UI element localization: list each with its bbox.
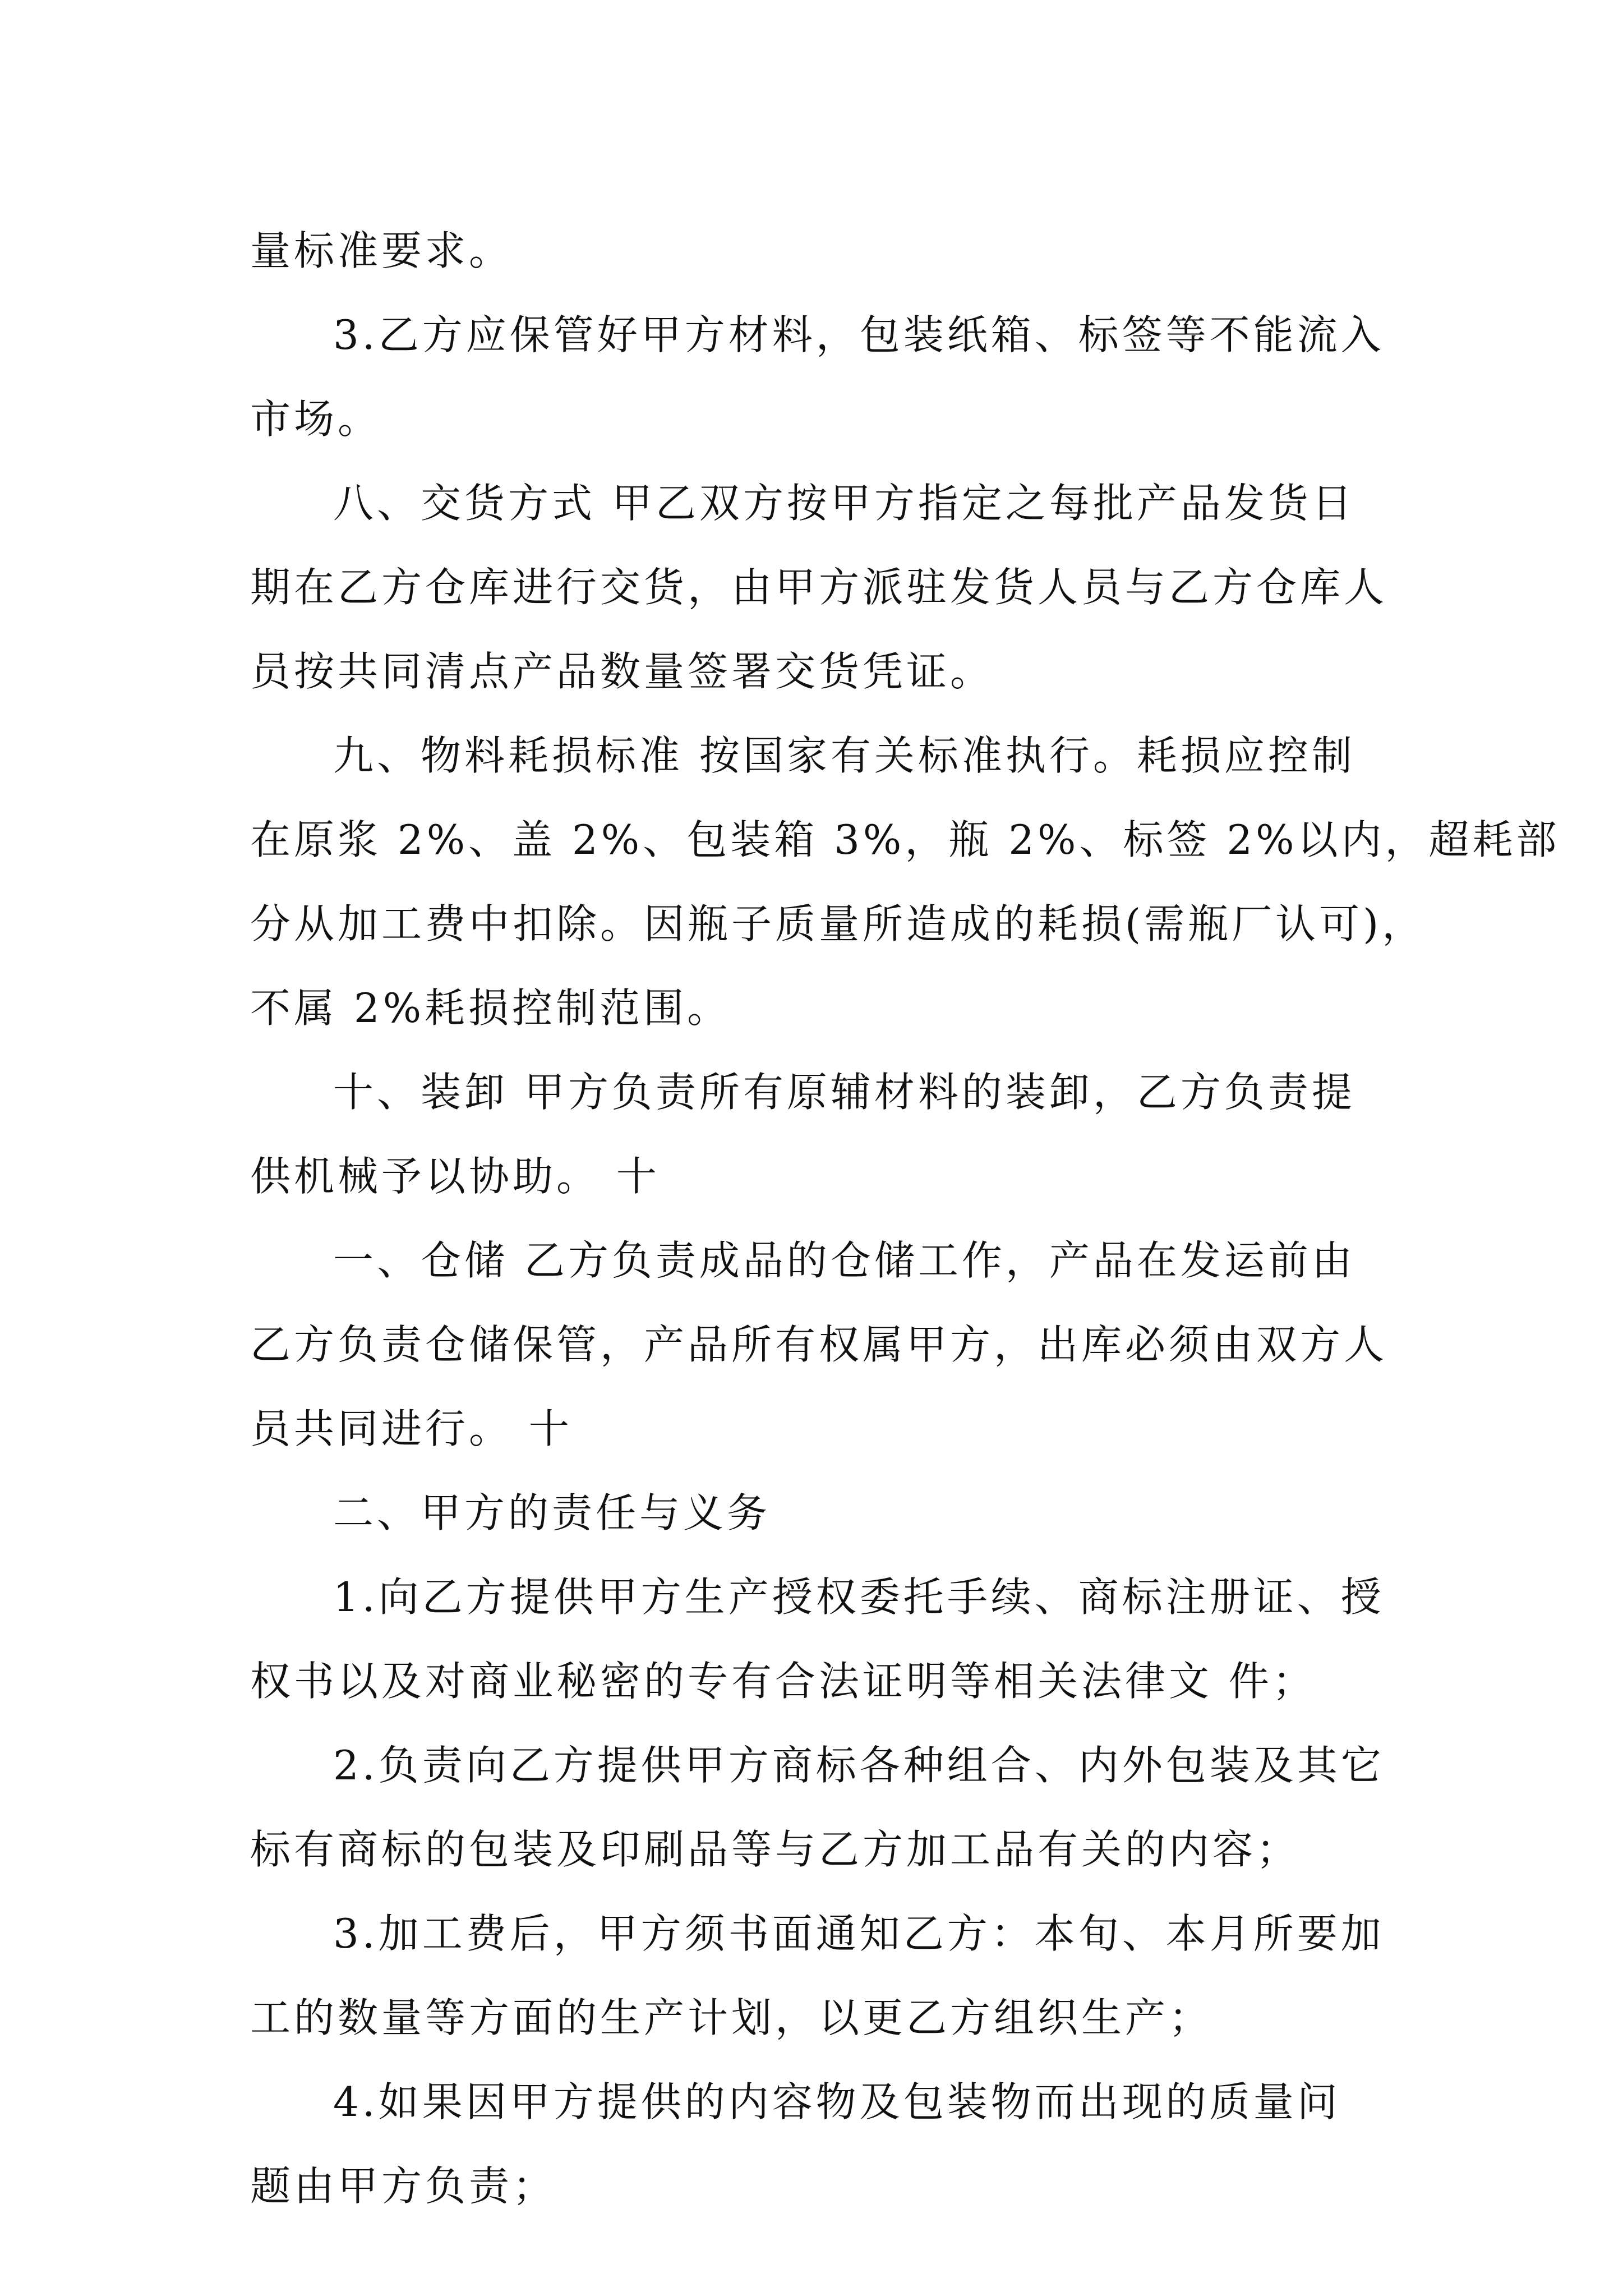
text-line: 十、装卸 甲方负责所有原辅材料的装卸，乙方负责提 xyxy=(333,1069,1355,1116)
text-line: 八、交货方式 甲乙双方按甲方指定之每批产品发货日 xyxy=(333,480,1355,527)
text-line: 量标准要求。 xyxy=(250,227,513,274)
text-line: 题由甲方负责； xyxy=(250,2162,557,2210)
text-line: 4.如果因甲方提供的内容物及包装物而出现的质量问 xyxy=(333,2078,1341,2125)
text-line: 工的数量等方面的生产计划，以更乙方组织生产； xyxy=(250,1994,1213,2041)
document-body xyxy=(250,209,1560,2228)
text-line: 3.乙方应保管好甲方材料，包装纸箱、标签等不能流入 xyxy=(333,311,1385,358)
text-line: 3.加工费后，甲方须书面通知乙方：本旬、本月所要加 xyxy=(333,1910,1385,1957)
text-line: 供机械予以协助。 十 xyxy=(250,1153,660,1200)
text-line: 不属 2%耗损控制范围。 xyxy=(250,984,731,1032)
text-line: 2.负责向乙方提供甲方商标各种组合、内外包装及其它 xyxy=(333,1742,1385,1789)
text-line: 员共同进行。 十 xyxy=(250,1405,573,1452)
text-line: 乙方负责仓储保管，产品所有权属甲方，出库必须由双方人 xyxy=(250,1321,1388,1368)
text-line: 期在乙方仓库进行交货，由甲方派驻发货人员与乙方仓库人 xyxy=(250,564,1388,611)
text-line: 标有商标的包装及印刷品等与乙方加工品有关的内容； xyxy=(250,1826,1301,1873)
text-line: 一、仓储 乙方负责成品的仓储工作，产品在发运前由 xyxy=(333,1237,1355,1284)
text-line: 在原浆 2%、盖 2%、包装箱 3%，瓶 2%、标签 2%以内，超耗部 xyxy=(250,816,1560,863)
text-line: 分从加工费中扣除。因瓶子质量所造成的耗损(需瓶厂认可)， xyxy=(250,900,1426,947)
text-line: 权书以及对商业秘密的专有合法证明等相关法律文 件； xyxy=(250,1658,1316,1705)
text-line: 员按共同清点产品数量签署交货凭证。 xyxy=(250,648,994,695)
text-line: 市场。 xyxy=(250,395,382,443)
text-line: 九、物料耗损标准 按国家有关标准执行。耗损应控制 xyxy=(333,732,1355,779)
text-line: 1.向乙方提供甲方生产授权委托手续、商标注册证、授 xyxy=(333,1573,1385,1621)
text-line: 二、甲方的责任与义务 xyxy=(333,1489,771,1536)
